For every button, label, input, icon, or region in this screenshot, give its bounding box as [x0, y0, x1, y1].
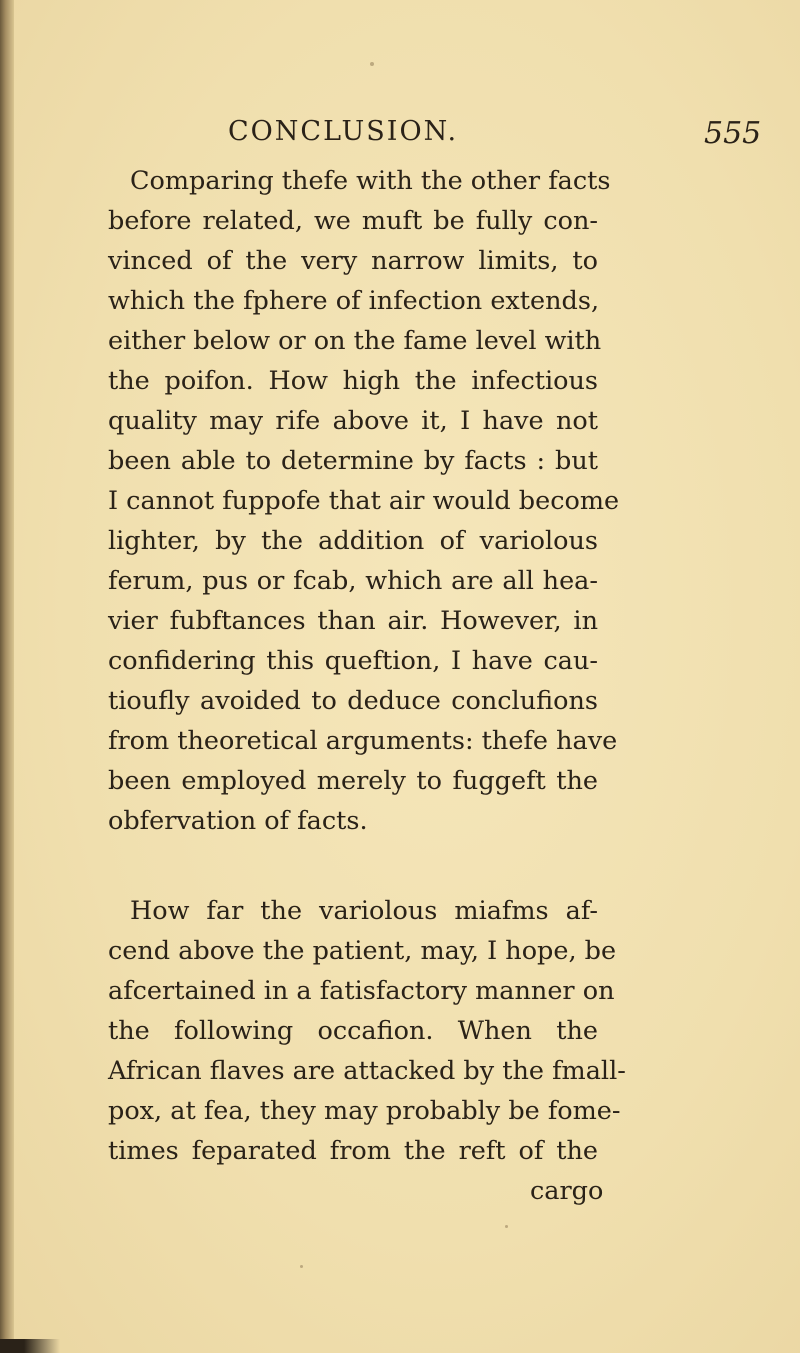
- text-line: the poifon. How high the infectious: [108, 366, 598, 396]
- paper-speck: [300, 1265, 303, 1268]
- text-line: tioufly avoided to deduce conclufions: [108, 686, 598, 716]
- catchword: cargo: [530, 1176, 604, 1206]
- text-line: I cannot fuppofe that air would become: [108, 486, 620, 516]
- text-line: Comparing thefe with the other facts: [130, 166, 611, 196]
- page-corner-shadow: [0, 1339, 60, 1353]
- running-head-title: CONCLUSION.: [228, 116, 459, 147]
- text-line: the following occafion. When the: [108, 1016, 598, 1046]
- text-line: quality may rife above it, I have not: [108, 406, 598, 436]
- text-line: lighter, by the addition of variolous: [108, 526, 598, 556]
- text-line: times feparated from the reft of the: [108, 1136, 598, 1166]
- running-head: [0, 112, 800, 152]
- text-line: African flaves are attacked by the fmall-: [108, 1056, 626, 1086]
- text-line: ferum, pus or fcab, which are all hea-: [108, 566, 598, 596]
- text-line: vier fubftances than air. However, in: [108, 606, 598, 636]
- text-line: been employed merely to fuggeft the: [108, 766, 598, 796]
- text-line: been able to determine by facts : but: [108, 446, 598, 476]
- paper-speck: [370, 62, 374, 66]
- page-gutter: [0, 0, 14, 1353]
- page-number: 555: [704, 116, 762, 151]
- text-line: which the fphere of infection extends,: [108, 286, 600, 316]
- text-line: from theoretical arguments: thefe have: [108, 726, 618, 756]
- text-line: confidering this queftion, I have cau-: [108, 646, 598, 676]
- paper-speck: [505, 1225, 508, 1228]
- text-line: before related, we muft be fully con-: [108, 206, 598, 236]
- text-line: pox, at fea, they may probably be fome-: [108, 1096, 621, 1126]
- text-line: How far the variolous miafms af-: [130, 896, 598, 926]
- text-line: afcertained in a fatisfactory manner on: [108, 976, 615, 1006]
- text-line: either below or on the fame level with: [108, 326, 602, 356]
- text-line: obfervation of facts.: [108, 806, 368, 836]
- text-line: vinced of the very narrow limits, to: [108, 246, 598, 276]
- text-line: cend above the patient, may, I hope, be: [108, 936, 617, 966]
